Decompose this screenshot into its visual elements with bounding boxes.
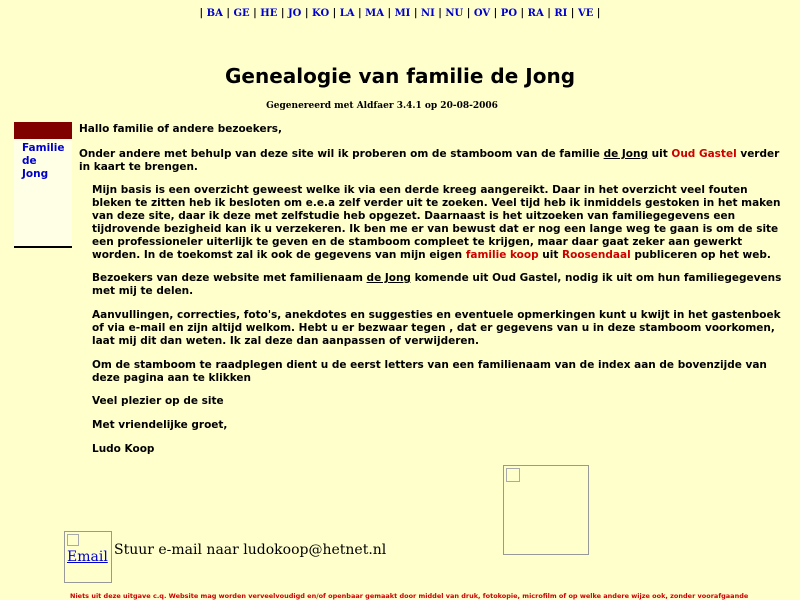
greeting: Hallo familie of andere bezoekers,	[79, 123, 283, 135]
email-image-alt: Email	[67, 549, 108, 565]
index-link-la[interactable]: LA	[339, 8, 355, 19]
basis-family: familie koop	[465, 249, 539, 261]
index-link-ma[interactable]: MA	[365, 8, 384, 19]
sidebar	[14, 122, 72, 248]
fun-paragraph: Veel plezier op de site	[92, 395, 224, 407]
signature: Ludo Koop	[92, 443, 155, 455]
index-link-ve[interactable]: VE	[577, 8, 594, 19]
page-title: Genealogie van familie de Jong	[224, 64, 576, 88]
index-link-jo[interactable]: JO	[287, 8, 302, 19]
index-link-ra[interactable]: RA	[527, 8, 544, 19]
sidebar-header-bar	[14, 122, 72, 139]
index-link-mi[interactable]: MI	[394, 8, 411, 19]
broken-image	[503, 465, 589, 555]
index-link-ov[interactable]: OV	[473, 8, 491, 19]
sidebar-link-familie-de-jong[interactable]	[14, 139, 72, 181]
additions-paragraph: Aanvullingen, correcties, foto's, anekdotes en suggesties en eventuele opmerkingen kunt u kwijt in het gastenboek of via e-mail en zijn altijd welkom. Hebt u er bezwaar tegen , dat er gegevens van u in deze stamboom voorkomen, laat mij dit dan weten. Ik zal deze dan aanpassen of verwijderen.	[92, 309, 781, 347]
howto-paragraph: Om de stamboom te raadplegen dient u de eerst letters van een familienaam van de index aan de bovenzijde van deze pagina aan te klikken	[92, 359, 767, 384]
basis-place: Roosendaal	[562, 249, 631, 261]
regards-paragraph: Met vriendelijke groet,	[92, 419, 228, 431]
index-link-ni[interactable]: NI	[420, 8, 435, 19]
basis-text: uit	[538, 249, 563, 261]
basis-text: publiceren op het web.	[630, 249, 771, 261]
index-link-ri[interactable]: RI	[554, 8, 568, 19]
index-link-he[interactable]: HE	[260, 8, 278, 19]
visitors-family-name: de Jong	[366, 272, 411, 284]
generated-note: Gegenereerd met Aldfaer 3.4.1 op 20-08-2006	[266, 101, 498, 111]
intro-place: Oud Gastel	[671, 148, 737, 160]
index-nav: | BA | GE | HE | JO | KO | LA | MA | MI | NI | NU | OV | PO | RA | RI | VE |	[199, 8, 601, 19]
index-link-nu[interactable]: NU	[445, 8, 464, 19]
email-image-link[interactable]	[64, 531, 112, 583]
intro-text: Onder andere met behulp van deze site wil ik proberen om de stamboom van de familie	[79, 148, 604, 160]
sidebar-link-line: Familie	[22, 142, 65, 154]
visitors-text: komende uit Oud Gastel, nodig ik uit om hun familiegegevens met mij te delen.	[92, 272, 782, 297]
index-link-po[interactable]: PO	[500, 8, 518, 19]
index-link-ba[interactable]: BA	[206, 8, 223, 19]
basis-text: Mijn basis is een overzicht geweest welke ik via een derde kreeg aangereikt. Daar in het overzicht veel fouten bleken te zitten heb ik besloten om e.e.a zelf verder uit te zoeken. Veel tijd heb ik inmiddels gestoken in het maken van deze site, daar ik deze met zelfstudie heb opgezet. Daarnaast is het uitzoeken van familiegegevens een tijdrovende bezigheid kan ik u verzekeren. Ik ben me er van bewust dat er nog een lange weg te gaan is om de site een professioneler uiterlijk te geven en de stamboom compleet te krijgen, maar daar gaat zeker aan gewerkt worden. In de toekomst zal ik ook de gegevens van mijn eigen	[92, 184, 781, 261]
visitors-paragraph	[92, 272, 787, 298]
email-text: Stuur e-mail naar ludokoop@hetnet.nl	[114, 542, 387, 558]
intro-text: verder in kaart te brengen.	[79, 148, 780, 173]
basis-paragraph	[92, 184, 787, 262]
broken-image-icon	[506, 468, 520, 482]
index-link-ge[interactable]: GE	[233, 8, 250, 19]
index-link-ko[interactable]: KO	[312, 8, 330, 19]
sidebar-link-line: Jong	[22, 168, 49, 180]
broken-image-icon	[67, 534, 79, 546]
visitors-text: Bezoekers van deze website met familienaam	[92, 272, 367, 284]
intro-text: uit	[648, 148, 672, 160]
sidebar-link-line: de	[22, 155, 37, 167]
copyright-notice: Niets uit deze uitgave c.q. Website mag worden verveelvoudigd en/of openbaar gemaakt door middel van druk, fotokopie, microfilm of op welke andere wijze ook, zonder voorafgaande	[70, 592, 749, 600]
intro-family-name: de Jong	[603, 148, 648, 160]
intro-paragraph	[79, 148, 791, 174]
